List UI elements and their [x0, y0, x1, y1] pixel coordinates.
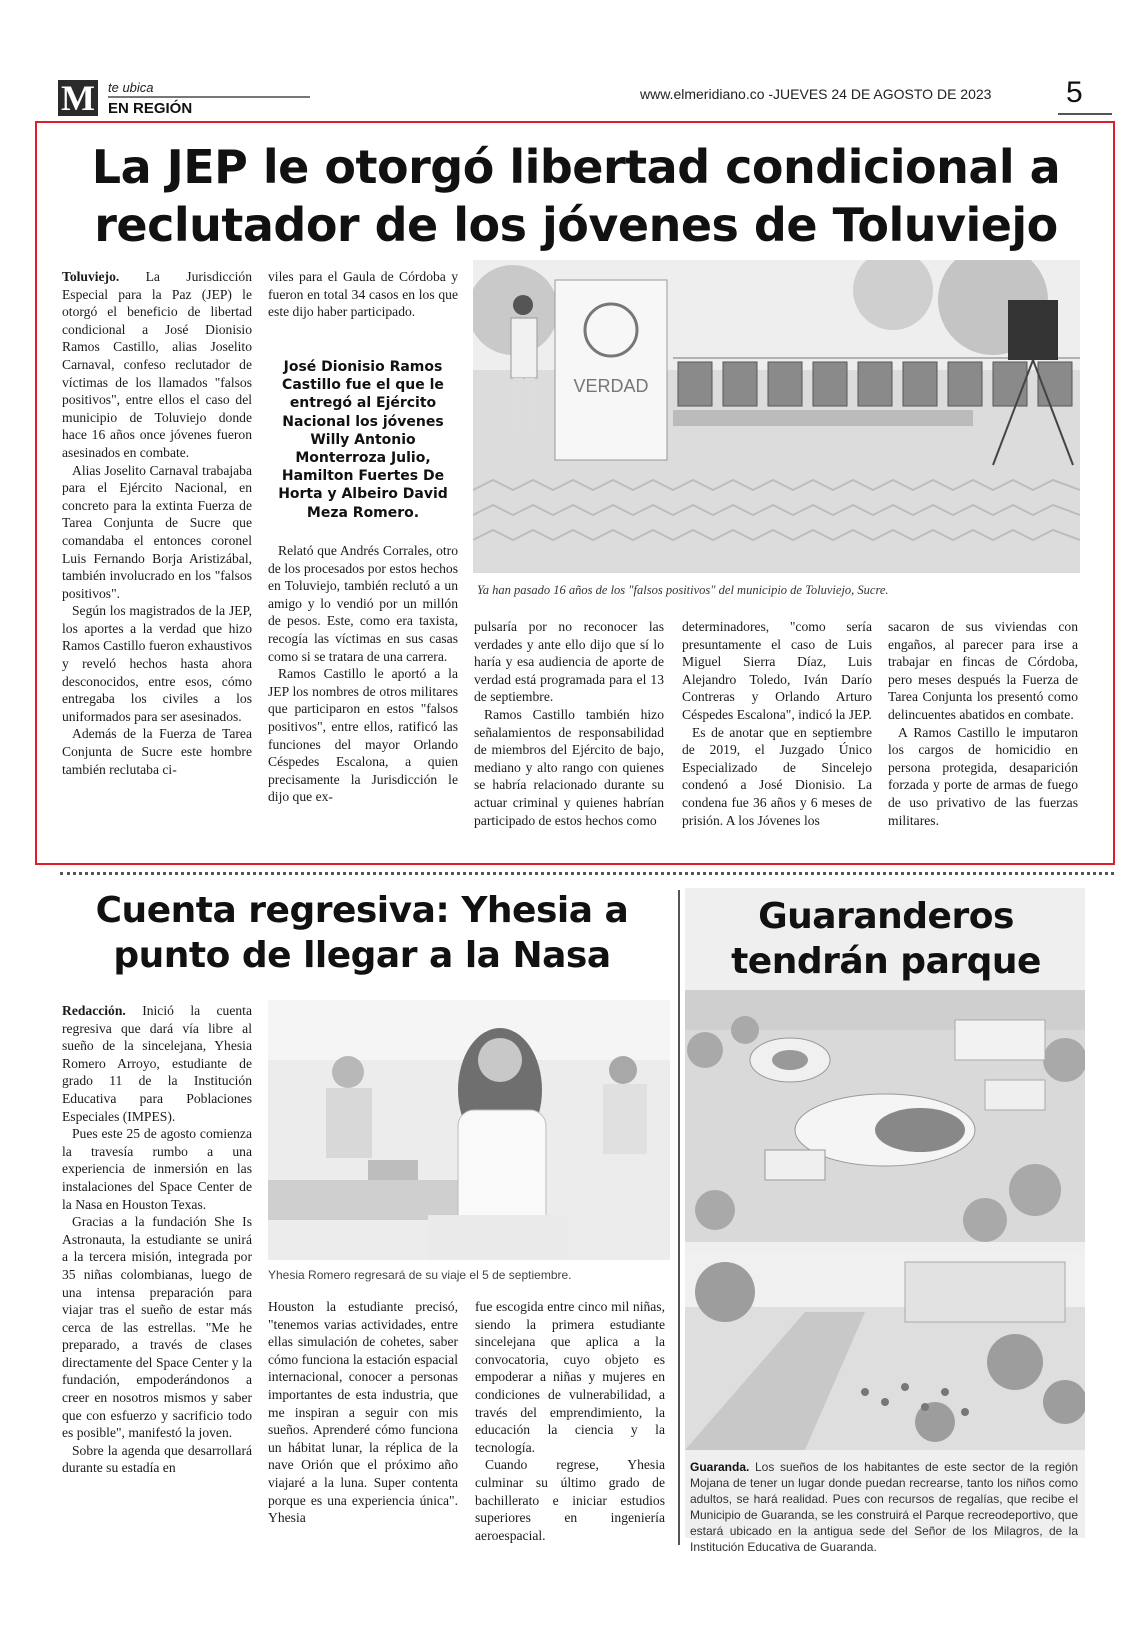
- park-render-ground: [685, 1252, 1085, 1450]
- article1-column1: [62, 268, 252, 778]
- article2-dateline: Redacción.: [62, 1003, 126, 1018]
- article3-caption-lead: Guaranda.: [690, 1460, 750, 1474]
- article1-headline: [44, 138, 1108, 254]
- article1-column3: [474, 618, 664, 829]
- article1-dateline: Toluviejo.: [62, 269, 120, 284]
- article1-paragraph: A Ramos Castillo le imputaron los cargos de homicidio en persona protegida, desaparición forzada y porte de armas de fuego de uso privativo de las fuerzas militares.: [888, 724, 1078, 828]
- tagline: te ubica: [108, 80, 154, 95]
- article2-paragraph: fue escogida entre cinco mil niñas, siendo la primera estudiante sincelejana que aplica a la convocatoria, cuyo objeto es empoderar a niñas y mujeres en condiciones de vulnerabilidad, a través del emprendimiento, la educación la ciencia y la tecnología.: [475, 1299, 665, 1455]
- page-number: 5: [1066, 76, 1083, 109]
- article2-paragraph: Sobre la agenda que desarrollará durante su estadía en: [62, 1442, 252, 1476]
- article3-headline: [688, 894, 1084, 984]
- article3-caption: [690, 1459, 1078, 1555]
- header-date-info: www.elmeridiano.co -JUEVES 24 DE AGOSTO DE 2023: [640, 86, 992, 102]
- section-title: EN REGIÓN: [108, 100, 193, 117]
- article1-photo: [473, 260, 1080, 573]
- article1-column4: [682, 618, 872, 829]
- verdad-event-photo: [473, 260, 1080, 573]
- article3-headline-line2: tendrán parque: [731, 941, 1041, 982]
- article2-headline: [62, 888, 662, 978]
- article3-photo-top: [685, 990, 1085, 1242]
- article1-paragraph: Ramos Castillo también hizo señalamientos de responsabilidad de miembros del Ejército de bajo, mediano y alto rango con quienes se habría relacionado durante su actuar criminal y quienes habrían participado de estos hechos como: [474, 706, 664, 828]
- article1-paragraph: determinadores, "como sería presuntamente el caso de Luis Miguel Sierra Díaz, Luis Alejandro Toledo, Iván Darío Contreras y Orlando Arturo Céspedes Escalona", indicó la JEP.: [682, 619, 872, 722]
- article1-headline-line1: La JEP le otorgó libertad condicional a: [91, 140, 1061, 194]
- student-photo: [268, 1000, 670, 1260]
- article1-photo-caption: Ya han pasado 16 años de los "falsos positivos" del municipio de Toluviejo, Sucre.: [477, 583, 889, 597]
- article2-headline-line2: punto de llegar a la Nasa: [113, 935, 611, 976]
- column-divider: [678, 890, 680, 1545]
- article2-headline-line1: Cuenta regresiva: Yhesia a: [95, 890, 629, 931]
- page-number-rule: [1058, 113, 1112, 115]
- article1-column2-bottom: [268, 542, 458, 806]
- article1-column2: [268, 268, 458, 321]
- article3-photo-bottom: [685, 1252, 1085, 1450]
- article2-paragraph: Inició la cuenta regresiva que dará vía libre al sueño de la sincelejana, Yhesia Romero Arroyo, estudiante de grado 11 de la Institución Educativa para Poblaciones Especiales (IMPES).: [62, 1003, 252, 1124]
- article1-paragraph: sacaron de sus viviendas con engaños, al parecer para irse a trabajar en fincas de Córdoba, pero meses después la Fuerza de Tarea Conjunta los presentó como delincuentes abatidos en combate.: [888, 619, 1078, 722]
- article1-paragraph: Es de anotar que en septiembre de 2019, el Juzgado Único Especializado de Sincelejo condenó a José Dionisio. La condena fue 36 años y 6 meses de prisión. A los Jóvenes los: [682, 724, 872, 828]
- article1-column5: [888, 618, 1078, 829]
- article2-paragraph: Pues este 25 de agosto comienza la travesía rumbo a una experiencia de inmersión en las instalaciones del Space Center de la Nasa en Houston Texas.: [62, 1126, 252, 1212]
- article1-paragraph: Además de la Fuerza de Tarea Conjunta de Sucre este hombre también reclutaba ci-: [62, 726, 252, 777]
- article2-column2: [268, 1298, 458, 1527]
- article2-photo-caption: Yhesia Romero regresará de su viaje el 5 de septiembre.: [268, 1268, 572, 1282]
- article1-paragraph: Según los magistrados de la JEP, los aportes a la verdad que hizo Ramos Castillo fueron exhaustivos y reveló hechos hasta ahora desconocidos, entre esos, cómo entregaba los civiles a los uniformados para ser asesinados.: [62, 603, 252, 724]
- article2-column3: [475, 1298, 665, 1544]
- article2-photo: [268, 1000, 670, 1260]
- article1-paragraph: Relató que Andrés Corrales, otro de los procesados por estos hechos en Toluviejo, también reclutó a un amigo y lo vendió por un millón de pesos. Este, como era taxista, recogía las víctimas en sus casas como si se tratara de una carrera.: [268, 543, 458, 664]
- article1-pullquote: José Dionisio Ramos Castillo fue el que le entregó al Ejército Nacional los jóvenes Willy Antonio Monterroza Julio, Hamilton Fuertes De Horta y Albeiro David Meza Romero.: [278, 359, 448, 521]
- article2-paragraph: Gracias a la fundación She Is Astronauta, la estudiante se unirá a la tercera misión, integrada por 35 niñas colombianas, luego de una intensa preparación para viajar tras el sueño de estar más cerca de las estrellas. "Me he preparado, a través de clases directamente del Space Center y la fundación, empoderándonos a creer en nosotros mismos y saber que con esfuerzo y sacrificio todo es posible", manifestó la joven.: [62, 1214, 252, 1441]
- section-divider: [60, 872, 1114, 875]
- article1-paragraph: Alias Joselito Carnaval trabajaba para el Ejército Nacional, en concreto para la extinta Fuerza de Tarea Conjunta de Sucre que comandaba el entonces coronel Luis Fernando Borja Aristizábal, también involucrado en los "falsos positivos".: [62, 462, 252, 601]
- article2-paragraph: Cuando regrese, Yhesia culminar su último grado de bachillerato e iniciar estudios superiores en ingeniería aeroespacial.: [475, 1457, 665, 1543]
- article1-paragraph: viles para el Gaula de Córdoba y fueron en total 34 casos en los que este dijo haber participado.: [268, 269, 458, 320]
- article2-paragraph: Houston la estudiante precisó, "tenemos varias actividades, entre ellas simulación de cohetes, saber cómo funciona la estación espacial internacional, conocer a personas importantes de esta industria, que me inspiran a seguir con mis sueños. Aprenderé cómo funciona un hábitat lunar, la réplica de la nave Orión que el próximo año viajaré a la luna. Super contenta porque es una experiencia única". Yhesia: [268, 1299, 458, 1526]
- verdad-sign-text: VERDAD: [573, 376, 649, 396]
- article3-headline-line1: Guaranderos: [758, 896, 1014, 937]
- article1-paragraph: Ramos Castillo le aportó a la JEP los nombres de otros militares que participaron en estos "falsos positivos", entre ellos, ratificó las funciones del mayor Orlando Céspedes Escalona, a quien precisamente la Jurisdicción le dijo que ex-: [268, 666, 458, 805]
- newspaper-logo: M: [58, 80, 98, 116]
- article1-paragraph: pulsaría por no reconocer las verdades y ante ello dijo que sí lo haría y esa audiencia de aporte de verdad está programada para el 13 de septiembre.: [474, 619, 664, 705]
- article1-paragraph: La Jurisdicción Especial para la Paz (JEP) le otorgó el beneficio de libertad condicional a José Dionisio Ramos Castillo, alias Joselito Carnaval, confeso reclutador de víctimas de los llamados "falsos positivos", entre ellos el caso del municipio de Toluviejo donde hace 16 años once jóvenes fueron asesinados en combate.: [62, 269, 252, 460]
- article3-caption-text: Los sueños de los habitantes de este sector de la región Mojana de tener un lugar donde puedan recrearse, tanto los niños como adultos, se hará realidad. Pues con recursos de regalías, que recibe el Municipio de Guaranda, se les construirá el Parque recreodeportivo, que estará ubicado en la antigua sede del Señor de los Milagros, de la Institución Educativa de Guaranda.: [690, 1460, 1078, 1554]
- article1-headline-line2: reclutador de los jóvenes de Toluviejo: [94, 198, 1058, 252]
- article2-column1: [62, 1002, 252, 1477]
- header-rule: [108, 96, 310, 98]
- park-render-aerial: [685, 990, 1085, 1242]
